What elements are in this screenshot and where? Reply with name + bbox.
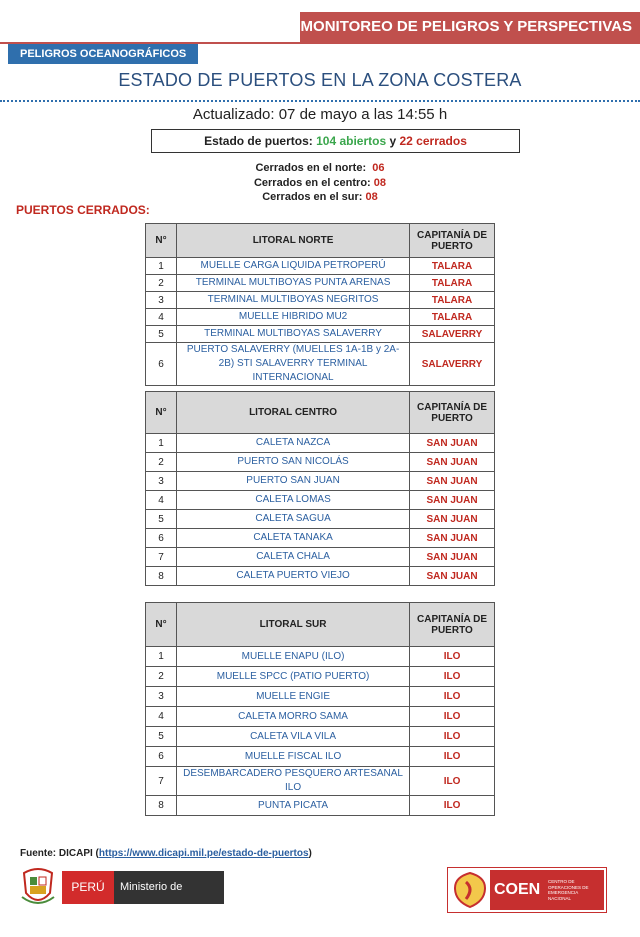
table-row bbox=[146, 292, 495, 309]
ministry-wordmark bbox=[62, 871, 224, 926]
port-name: MUELLE CARGA LIQUIDA PETROPERÚ bbox=[177, 258, 410, 275]
source-credit bbox=[20, 848, 312, 859]
table-row bbox=[146, 529, 495, 548]
port-capitania: SAN JUAN bbox=[410, 510, 495, 529]
port-number: 3 bbox=[146, 292, 177, 309]
closed-center-label: Cerrados en el centro: bbox=[253, 176, 371, 189]
port-number: 3 bbox=[146, 472, 177, 491]
port-capitania: ILO bbox=[410, 747, 495, 767]
table-row bbox=[146, 747, 495, 767]
port-status-summary bbox=[151, 129, 520, 153]
port-name: PUERTO SALAVERRY (MUELLES 1A-1B y 2A-2B) STI SALAVERRY TERMINAL INTERNACIONAL bbox=[177, 343, 410, 386]
col-header-capitania: CAPITANÍA DE PUERTO bbox=[410, 392, 495, 434]
port-name: CALETA TANAKA bbox=[177, 529, 410, 548]
table-row bbox=[146, 275, 495, 292]
port-name: PUERTO SAN JUAN bbox=[177, 472, 410, 491]
table-row bbox=[146, 667, 495, 687]
port-number: 5 bbox=[146, 510, 177, 529]
port-capitania: SALAVERRY bbox=[410, 343, 495, 386]
port-name: MUELLE ENGIE bbox=[177, 687, 410, 707]
coen-wordmark: COEN bbox=[494, 881, 541, 898]
col-header-capitania: CAPITANÍA DE PUERTO bbox=[410, 224, 495, 258]
port-number: 5 bbox=[146, 326, 177, 343]
coen-subtitle: CENTRO DE OPERACIONES DE EMERGENCIA NACIONAL bbox=[548, 879, 589, 901]
coen-wordmark-box bbox=[490, 870, 604, 910]
ministry-name: Ministerio de Defensa bbox=[120, 881, 183, 926]
closed-north-label: Cerrados en el norte: bbox=[255, 162, 367, 174]
col-header-capitania: CAPITANÍA DE PUERTO bbox=[410, 603, 495, 647]
closed-by-region bbox=[0, 161, 640, 205]
table-row bbox=[146, 510, 495, 529]
col-header-zone: LITORAL SUR bbox=[177, 603, 410, 647]
port-number: 6 bbox=[146, 529, 177, 548]
port-name: MUELLE HIBRIDO MU2 bbox=[177, 309, 410, 326]
dotted-divider bbox=[0, 100, 640, 102]
closed-center-value: 08 bbox=[373, 176, 387, 189]
closed-center-line bbox=[0, 176, 640, 191]
port-number: 3 bbox=[146, 687, 177, 707]
table-litoral-norte bbox=[145, 223, 495, 386]
port-capitania: SALAVERRY bbox=[410, 326, 495, 343]
port-number: 1 bbox=[146, 647, 177, 667]
port-name: TERMINAL MULTIBOYAS SALAVERRY bbox=[177, 326, 410, 343]
port-capitania: SAN JUAN bbox=[410, 434, 495, 453]
col-header-num: N° bbox=[146, 603, 177, 647]
section-tag: PELIGROS OCEANOGRÁFICOS bbox=[8, 44, 198, 64]
port-number: 2 bbox=[146, 453, 177, 472]
port-name: CALETA CHALA bbox=[177, 548, 410, 567]
port-number: 4 bbox=[146, 491, 177, 510]
port-number: 8 bbox=[146, 567, 177, 586]
port-number: 4 bbox=[146, 309, 177, 326]
source-label: Fuente: DICAPI ( bbox=[20, 848, 99, 859]
port-capitania: TALARA bbox=[410, 309, 495, 326]
port-name: CALETA SAGUA bbox=[177, 510, 410, 529]
table-row bbox=[146, 343, 495, 386]
table-row bbox=[146, 472, 495, 491]
table-row bbox=[146, 258, 495, 275]
port-name: CALETA LOMAS bbox=[177, 491, 410, 510]
port-number: 1 bbox=[146, 434, 177, 453]
port-name: TERMINAL MULTIBOYAS PUNTA ARENAS bbox=[177, 275, 410, 292]
closed-count: 22 cerrados bbox=[399, 134, 467, 148]
peru-shield-icon bbox=[20, 867, 56, 907]
table-row bbox=[146, 707, 495, 727]
port-capitania: ILO bbox=[410, 687, 495, 707]
port-capitania: SAN JUAN bbox=[410, 472, 495, 491]
port-capitania: TALARA bbox=[410, 258, 495, 275]
port-capitania: ILO bbox=[410, 767, 495, 796]
table-row bbox=[146, 434, 495, 453]
col-header-zone: LITORAL NORTE bbox=[177, 224, 410, 258]
col-header-num: N° bbox=[146, 224, 177, 258]
status-prefix: Estado de puertos: bbox=[204, 134, 317, 148]
port-capitania: TALARA bbox=[410, 275, 495, 292]
port-name: CALETA PUERTO VIEJO bbox=[177, 567, 410, 586]
port-capitania: ILO bbox=[410, 707, 495, 727]
col-header-zone: LITORAL CENTRO bbox=[177, 392, 410, 434]
port-name: CALETA MORRO SAMA bbox=[177, 707, 410, 727]
port-capitania: ILO bbox=[410, 796, 495, 816]
closed-ports-heading: PUERTOS CERRADOS: bbox=[16, 203, 150, 217]
port-name: MUELLE FISCAL ILO bbox=[177, 747, 410, 767]
port-capitania: SAN JUAN bbox=[410, 529, 495, 548]
port-number: 7 bbox=[146, 548, 177, 567]
port-number: 1 bbox=[146, 258, 177, 275]
open-count: 104 abiertos bbox=[316, 134, 387, 148]
table-row bbox=[146, 727, 495, 747]
ministry-logo bbox=[20, 867, 225, 926]
port-name: MUELLE ENAPU (ILO) bbox=[177, 647, 410, 667]
port-capitania: SAN JUAN bbox=[410, 491, 495, 510]
port-capitania: ILO bbox=[410, 727, 495, 747]
closed-north-value: 06 bbox=[372, 162, 385, 174]
port-number: 6 bbox=[146, 747, 177, 767]
updated-timestamp: Actualizado: 07 de mayo a las 14:55 h bbox=[192, 106, 448, 123]
port-number: 6 bbox=[146, 343, 177, 386]
page-title: ESTADO DE PUERTOS EN LA ZONA COSTERA bbox=[118, 70, 522, 90]
port-name: MUELLE SPCC (PATIO PUERTO) bbox=[177, 667, 410, 687]
table-row bbox=[146, 491, 495, 510]
port-name: PUERTO SAN NICOLÁS bbox=[177, 453, 410, 472]
table-row bbox=[146, 309, 495, 326]
table-row bbox=[146, 548, 495, 567]
table-litoral-sur bbox=[145, 602, 495, 816]
port-number: 4 bbox=[146, 707, 177, 727]
table-row bbox=[146, 796, 495, 816]
port-number: 2 bbox=[146, 667, 177, 687]
table-row bbox=[146, 687, 495, 707]
port-number: 5 bbox=[146, 727, 177, 747]
port-name: CALETA NAZCA bbox=[177, 434, 410, 453]
table-row bbox=[146, 326, 495, 343]
source-end: ) bbox=[308, 848, 312, 859]
port-name: PUNTA PICATA bbox=[177, 796, 410, 816]
coen-logo bbox=[447, 867, 607, 913]
table-row bbox=[146, 453, 495, 472]
coen-emblem-icon bbox=[452, 871, 488, 909]
table-litoral-centro bbox=[145, 391, 495, 586]
peru-wordmark: PERÚ bbox=[62, 871, 114, 904]
port-number: 2 bbox=[146, 275, 177, 292]
closed-north-line bbox=[0, 161, 640, 176]
port-name: DESEMBARCADERO PESQUERO ARTESANAL ILO bbox=[177, 767, 410, 796]
table-row bbox=[146, 647, 495, 667]
port-capitania: ILO bbox=[410, 647, 495, 667]
table-row bbox=[146, 567, 495, 586]
port-capitania: ILO bbox=[410, 667, 495, 687]
closed-south-label: Cerrados en el sur: bbox=[262, 191, 363, 203]
port-capitania: SAN JUAN bbox=[410, 548, 495, 567]
port-capitania: SAN JUAN bbox=[410, 453, 495, 472]
port-capitania: SAN JUAN bbox=[410, 567, 495, 586]
col-header-num: N° bbox=[146, 392, 177, 434]
source-link[interactable]: https://www.dicapi.mil.pe/estado-de-puertos bbox=[98, 848, 309, 859]
port-capitania: TALARA bbox=[410, 292, 495, 309]
table-row bbox=[146, 767, 495, 796]
port-number: 7 bbox=[146, 767, 177, 796]
report-banner: MONITOREO DE PELIGROS Y PERSPECTIVAS bbox=[300, 12, 640, 42]
port-name: TERMINAL MULTIBOYAS NEGRITOS bbox=[177, 292, 410, 309]
status-joiner: y bbox=[386, 134, 400, 148]
port-number: 8 bbox=[146, 796, 177, 816]
port-name: CALETA VILA VILA bbox=[177, 727, 410, 747]
closed-south-value: 08 bbox=[365, 191, 378, 203]
